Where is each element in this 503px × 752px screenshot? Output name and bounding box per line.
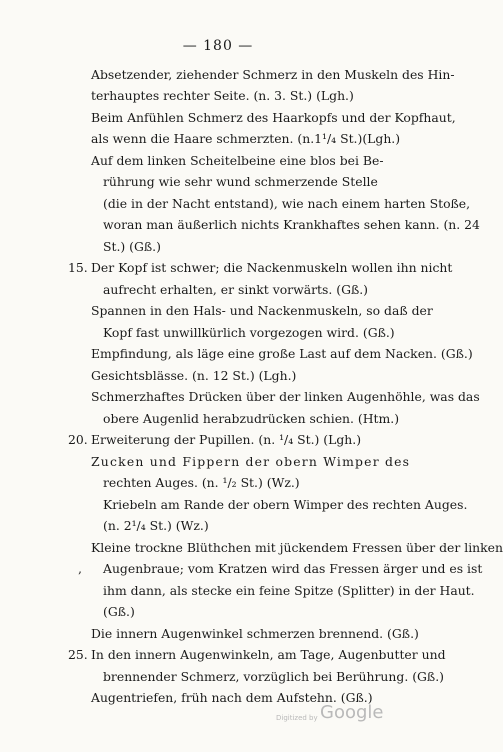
entry-number: 25. bbox=[68, 647, 88, 662]
text-line: Die innern Augenwinkel schmerzen brennend. (Gß.) bbox=[91, 626, 419, 641]
text-line: ihm dann, als stecke ein feine Spitze (Splitter) in der Haut. bbox=[103, 583, 475, 598]
entry-number: 15. bbox=[68, 260, 88, 275]
text-line: rührung wie sehr wund schmerzende Stelle bbox=[103, 174, 378, 189]
text-line: Erweiterung der Pupillen. (n. ¹/₄ St.) (Lgh.) bbox=[91, 432, 362, 447]
text-line: Beim Anfühlen Schmerz des Haarkopfs und der Kopfhaut, bbox=[91, 110, 456, 125]
text-line: Auf dem linken Scheitelbeine eine blos bei Be- bbox=[91, 153, 384, 168]
text-line: als wenn die Haare schmerzten. (n.1¹/₄ St.)(Lgh.) bbox=[91, 131, 401, 146]
text-line: (die in der Nacht entstand), wie nach einem harten Stoße, bbox=[103, 196, 471, 211]
margin-mark: ‚ bbox=[78, 562, 82, 576]
text-line: In den innern Augenwinkeln, am Tage, Augenbutter und bbox=[91, 647, 446, 662]
text-line: terhauptes rechter Seite. (n. 3. St.) (Lgh.) bbox=[91, 88, 354, 103]
text-line: Augentriefen, früh nach dem Aufstehn. (Gß.) bbox=[91, 690, 373, 705]
digitized-by-label: Digitized by bbox=[276, 714, 318, 722]
text-line: obere Augenlid herabzudrücken schien. (Htm.) bbox=[103, 411, 400, 426]
text-line: Schmerzhaftes Drücken über der linken Augenhöhle, was das bbox=[91, 389, 480, 404]
text-line: Der Kopf ist schwer; die Nackenmuskeln wollen ihn nicht bbox=[91, 260, 453, 275]
text-line: Kopf fast unwillkürlich vorgezogen wird. (Gß.) bbox=[103, 325, 395, 340]
text-line: Augenbraue; vom Kratzen wird das Fressen ärger und es ist bbox=[103, 561, 483, 576]
page-number: — 180 — bbox=[182, 38, 254, 54]
text-line: (n. 2¹/₄ St.) (Wz.) bbox=[103, 518, 209, 533]
text-line: woran man äußerlich nichts Krankhaftes sehen kann. (n. 24 bbox=[103, 217, 480, 232]
text-line: Absetzender, ziehender Schmerz in den Muskeln des Hin- bbox=[91, 67, 455, 82]
text-line: (Gß.) bbox=[103, 604, 135, 619]
entry-number: 20. bbox=[68, 432, 88, 447]
text-line: Empfindung, als läge eine große Last auf dem Nacken. (Gß.) bbox=[91, 346, 473, 361]
text-line: Kleine trockne Blüthchen mit jückendem Fressen über der linken bbox=[91, 540, 503, 555]
text-line: Kriebeln am Rande der obern Wimper des rechten Auges. bbox=[103, 497, 468, 512]
text-line: Spannen in den Hals- und Nackenmuskeln, so daß der bbox=[91, 303, 433, 318]
google-logo: Google bbox=[320, 702, 384, 723]
text-line: brennender Schmerz, vorzüglich bei Berührung. (Gß.) bbox=[103, 669, 444, 684]
text-line: St.) (Gß.) bbox=[103, 239, 161, 254]
text-line: Gesichtsblässe. (n. 12 St.) (Lgh.) bbox=[91, 368, 297, 383]
text-line: Zucken und Fippern der obern Wimper des bbox=[91, 454, 411, 469]
digitized-watermark bbox=[276, 702, 406, 732]
text-line: rechten Auges. (n. ¹/₂ St.) (Wz.) bbox=[103, 475, 300, 490]
text-line: aufrecht erhalten, er sinkt vorwärts. (Gß.) bbox=[103, 282, 369, 297]
